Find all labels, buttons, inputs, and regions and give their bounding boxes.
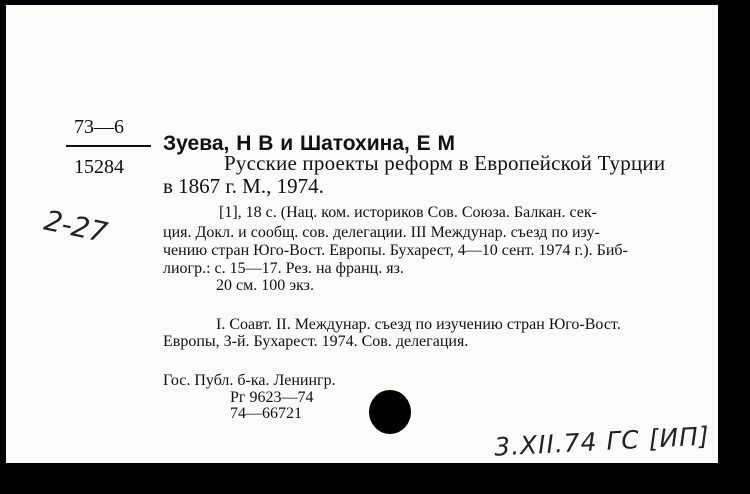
accession-number: 15284 — [74, 156, 124, 178]
handwritten-date-note: 3.XII.74 ГС [ИП] — [493, 421, 711, 462]
series-line-2: ция. Докл. и сообщ. сов. делегации. III Междунар. съезд по изу- — [163, 224, 600, 241]
shelf-mark-2: 74—66721 — [230, 405, 302, 422]
catalog-card — [6, 5, 718, 463]
series-line-3: чению стран Юго-Вост. Европы. Бухарест, 4—10 сент. 1974 г.). Биб- — [163, 242, 628, 259]
pagination-series-line: [1], 18 с. (Нац. ком. историков Сов. Союза. Балкан. сек- — [219, 204, 597, 221]
title-line-2: в 1867 г. М., 1974. — [163, 174, 324, 198]
title-line-1: Русские проекты реформ в Европейской Турции — [224, 151, 666, 175]
size-and-copies: 20 см. 100 экз. — [216, 277, 314, 294]
library-name: Гос. Публ. б-ка. Ленингр. — [163, 372, 336, 389]
shelf-mark-1: Рг 9623—74 — [230, 389, 314, 406]
call-number-divider — [66, 145, 151, 147]
handwritten-note-left: 2-27 — [41, 203, 111, 250]
call-number: 73—6 — [74, 116, 124, 138]
tracing-line-2: Европы, 3-й. Бухарест. 1974. Сов. делегация. — [163, 333, 469, 350]
punch-hole — [369, 390, 411, 434]
tracing-line-1: I. Соавт. II. Междунар. съезд по изучению стран Юго-Вост. — [216, 316, 621, 333]
author-heading: Зуева, Н В и Шатохина, Е М — [163, 132, 456, 155]
series-line-4: лиогр.: с. 15—17. Рез. на франц. яз. — [163, 260, 404, 277]
